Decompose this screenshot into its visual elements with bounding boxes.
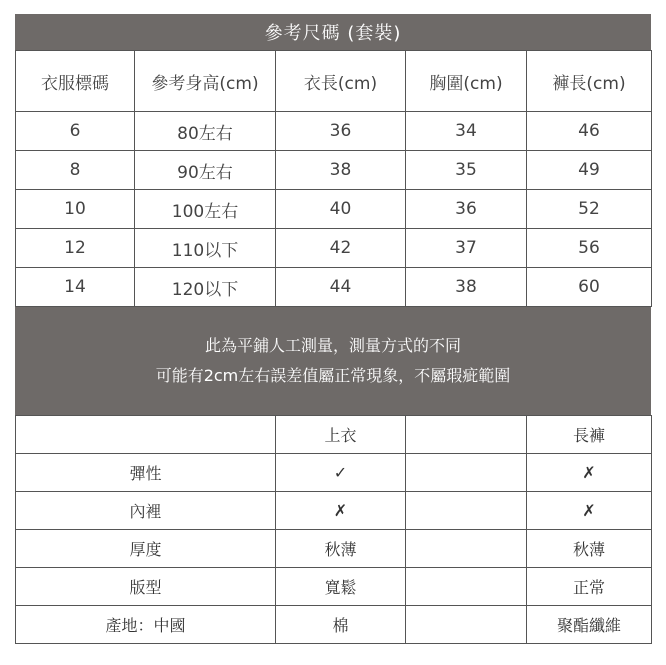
chest-cell: 35 [406, 151, 527, 190]
table-row [16, 229, 652, 268]
cross-icon: ✗ [527, 492, 652, 530]
header-cell [406, 416, 527, 454]
empty-cell [406, 530, 527, 568]
pants-length-cell: 56 [527, 229, 652, 268]
size-cell: 10 [16, 190, 135, 229]
table-row [16, 606, 652, 644]
size-cell: 8 [16, 151, 135, 190]
pants-length-cell: 52 [527, 190, 652, 229]
height-cell: 80左右 [135, 112, 276, 151]
pants-length-cell: 60 [527, 268, 652, 307]
property-value: 秋薄 [527, 530, 652, 568]
note-line: 可能有2cm左右誤差值屬正常現象，不屬瑕疵範圍 [155, 366, 511, 385]
top-length-cell: 36 [276, 112, 406, 151]
note-line: 此為平鋪人工測量，測量方式的不同 [204, 336, 461, 355]
header-cell: 衣長(cm) [276, 51, 406, 112]
header-cell: 胸圍(cm) [406, 51, 527, 112]
property-label: 彈性 [16, 454, 276, 492]
header-cell [16, 416, 276, 454]
size-cell: 12 [16, 229, 135, 268]
top-length-cell: 44 [276, 268, 406, 307]
empty-cell [406, 606, 527, 644]
pants-length-cell: 46 [527, 112, 652, 151]
header-top: 上衣 [276, 416, 406, 454]
table-row [16, 454, 652, 492]
empty-cell [406, 492, 527, 530]
property-value: 聚酯纖維 [527, 606, 652, 644]
table-row [16, 568, 652, 606]
top-length-cell: 40 [276, 190, 406, 229]
height-cell: 120以下 [135, 268, 276, 307]
size-chart [15, 14, 651, 644]
chart-title: 參考尺碼 (套裝) [15, 14, 651, 50]
chest-cell: 34 [406, 112, 527, 151]
table-row [16, 268, 652, 307]
header-cell: 衣服標碼 [16, 51, 135, 112]
top-length-cell: 38 [276, 151, 406, 190]
pants-length-cell: 49 [527, 151, 652, 190]
header-pants: 長褲 [527, 416, 652, 454]
property-label: 產地：中國 [16, 606, 276, 644]
table-row [16, 112, 652, 151]
property-label: 內裡 [16, 492, 276, 530]
chest-cell: 36 [406, 190, 527, 229]
property-value: 秋薄 [276, 530, 406, 568]
size-cell: 6 [16, 112, 135, 151]
size-table-header [16, 51, 652, 112]
property-value: 棉 [276, 606, 406, 644]
chest-cell: 37 [406, 229, 527, 268]
header-cell: 褲長(cm) [527, 51, 652, 112]
empty-cell [406, 454, 527, 492]
chest-cell: 38 [406, 268, 527, 307]
height-cell: 110以下 [135, 229, 276, 268]
measurement-note [15, 307, 651, 415]
property-label: 版型 [16, 568, 276, 606]
property-value: 寬鬆 [276, 568, 406, 606]
check-icon: ✓ [276, 454, 406, 492]
properties-header [16, 416, 652, 454]
cross-icon: ✗ [276, 492, 406, 530]
cross-icon: ✗ [527, 454, 652, 492]
table-row [16, 492, 652, 530]
property-label: 厚度 [16, 530, 276, 568]
height-cell: 90左右 [135, 151, 276, 190]
header-cell: 參考身高(cm) [135, 51, 276, 112]
empty-cell [406, 568, 527, 606]
size-cell: 14 [16, 268, 135, 307]
properties-table [15, 415, 652, 644]
table-row [16, 530, 652, 568]
height-cell: 100左右 [135, 190, 276, 229]
top-length-cell: 42 [276, 229, 406, 268]
table-row [16, 151, 652, 190]
property-value: 正常 [527, 568, 652, 606]
table-row [16, 190, 652, 229]
size-table [15, 50, 652, 307]
